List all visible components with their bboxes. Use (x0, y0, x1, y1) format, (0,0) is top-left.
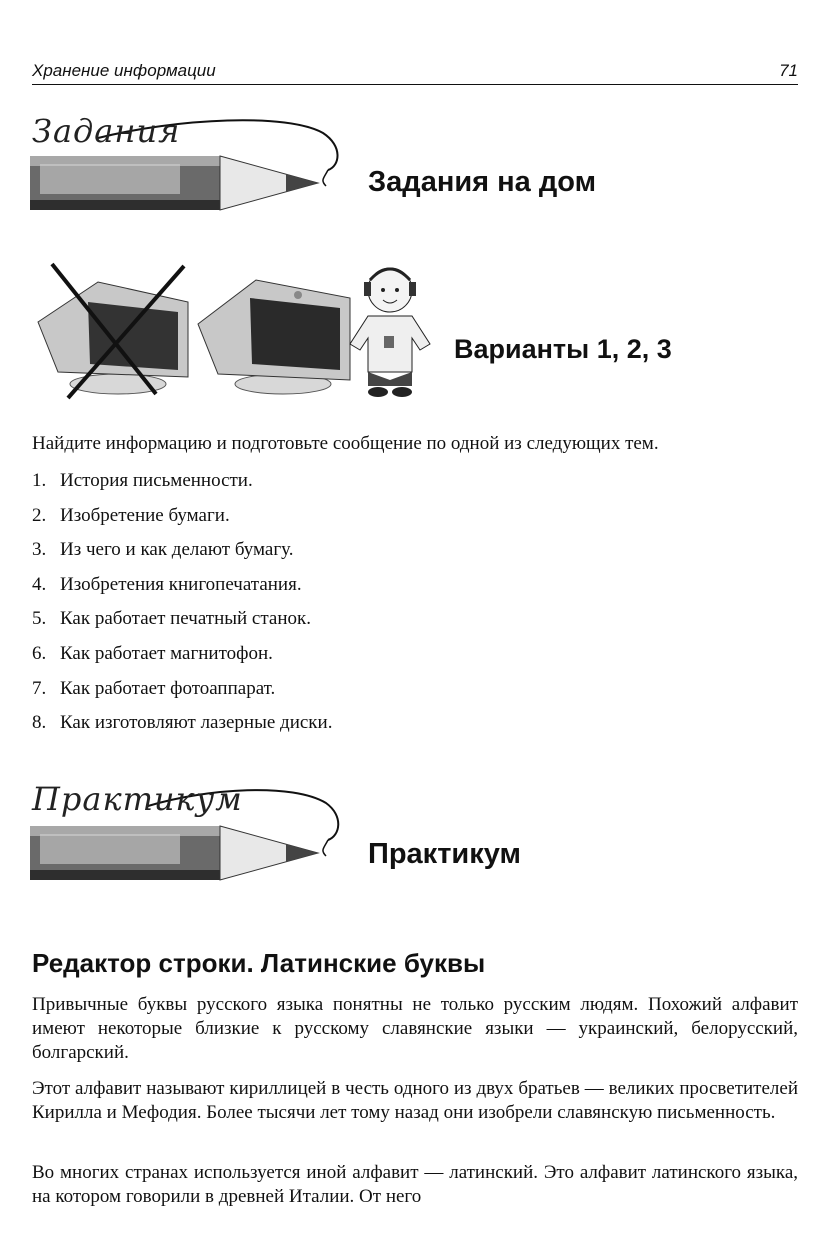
monitor-icon (198, 280, 350, 394)
paragraph: Во многих странах используется иной алфавит — латинский. Это алфавит латинского языка, на котором говорили в древней Италии. От него (32, 1162, 798, 1207)
pencil-caption: Задания (32, 112, 181, 150)
crossed-monitor-icon (38, 264, 188, 398)
page-number: 71 (779, 61, 798, 80)
list-item: 2. Изобретение бумаги. (32, 504, 230, 526)
paragraph: Привычные буквы русского языка понятны не только русским людям. Похожий алфавит имеют некоторые близкие к русскому славянские языки — украинский, белорусский, болгарский. (32, 994, 798, 1063)
pencil-caption: Практикум (32, 780, 243, 818)
running-title: Хранение информации (32, 61, 216, 80)
practicum-title: Практикум (368, 838, 521, 870)
list-item: 3. Из чего и как делают бумагу. (32, 539, 294, 561)
running-header (32, 58, 798, 85)
practicum-pencil-banner (28, 778, 348, 888)
homework-pencil-banner (28, 108, 348, 218)
list-item: 1. История письменности. (32, 470, 253, 491)
list-item: 8. Как изготовляют лазерные диски. (32, 712, 333, 734)
section-subheading: Редактор строки. Латинские буквы (32, 948, 486, 978)
variants-heading: Варианты 1, 2, 3 (454, 334, 672, 364)
monitors-illustration (28, 262, 438, 402)
homework-title: Задания на дом (368, 166, 597, 198)
list-item: 4. Изобретения книгопечатания. (32, 573, 302, 595)
boy-with-headphones-icon (350, 268, 430, 397)
topic-list (32, 470, 332, 747)
list-item: 5. Как работает печатный станок. (32, 608, 311, 630)
paragraph: Этот алфавит называют кириллицей в честь одного из двух братьев — великих просветителей Кирилла и Мефодия. Более тысячи лет тому назад они изобрели славянскую письменность. (32, 1078, 798, 1123)
list-item: 7. Как работает фотоаппарат. (32, 677, 276, 699)
task-intro: Найдите информацию и подготовьте сообщение по одной из следующих тем. (32, 433, 659, 454)
list-item: 6. Как работает магнитофон. (32, 642, 273, 664)
